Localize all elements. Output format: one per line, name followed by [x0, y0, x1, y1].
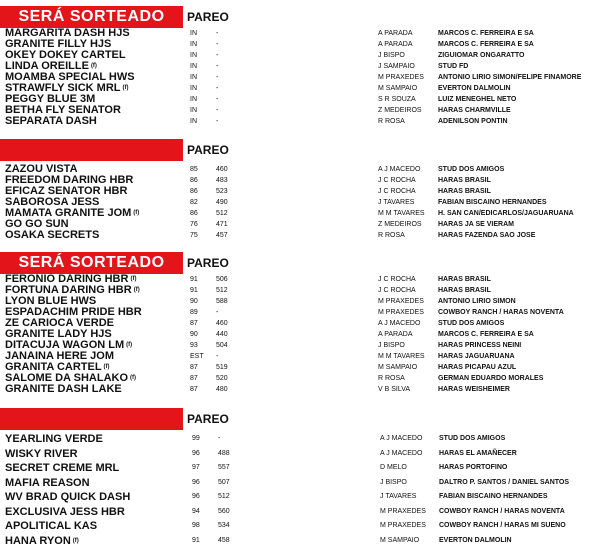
owner: EVERTON DALMOLIN	[439, 534, 512, 548]
owner: ANTONIO LIRIO SIMON	[438, 296, 516, 307]
horse-name-text: FREEDOM DARING HBR	[5, 174, 133, 186]
trainer: J SAMPAIO	[378, 61, 415, 72]
horse-row	[0, 384, 600, 395]
weight: 471	[216, 219, 228, 230]
horse-name-text: BETHA FLY SENATOR	[5, 104, 121, 116]
age-or-status: 75	[190, 230, 198, 241]
horse-name-text: GO GO SUN	[5, 218, 69, 230]
horse-name-text: ESPADACHIM PRIDE HBR	[5, 306, 142, 318]
race-section-2	[0, 139, 600, 238]
trainer: A J MACEDO	[378, 164, 420, 175]
weight: 588	[216, 296, 228, 307]
weight: 512	[216, 285, 228, 296]
age-or-status: 91	[190, 274, 198, 285]
horse-name-text: SALOME DA SHALAKO	[5, 372, 128, 384]
weight: -	[216, 94, 218, 105]
age-or-status: 98	[192, 519, 200, 534]
race-section-1	[0, 6, 600, 127]
owner: ZIGUIOMAR ONGARATTO	[438, 50, 524, 61]
age-or-status: 82	[190, 197, 198, 208]
trainer: J C ROCHA	[378, 285, 416, 296]
owner: HARAS BRASIL	[438, 186, 491, 197]
weight: 458	[218, 534, 230, 548]
owner: HARAS BRASIL	[438, 175, 491, 186]
horse-name-text: WV BRAD QUICK DASH	[5, 491, 130, 503]
age-or-status: 86	[190, 175, 198, 186]
section-banner-blank	[0, 139, 183, 161]
owner: GERMAN EDUARDO MORALES	[438, 373, 543, 384]
trainer: A J MACEDO	[378, 318, 420, 329]
horse-name-text: ZAZOU VISTA	[5, 163, 78, 175]
owner: HARAS EL AMAÑECER	[439, 447, 517, 462]
horse-name-text: GRANITE DASH LAKE	[5, 383, 122, 395]
age-or-status: 99	[192, 432, 200, 447]
female-marker: (f)	[104, 364, 110, 370]
trainer: M SAMPAIO	[378, 83, 417, 94]
trainer: J BISPO	[378, 340, 405, 351]
female-marker: (f)	[130, 276, 136, 282]
horse-list	[0, 28, 600, 127]
trainer: M SAMPAIO	[378, 362, 417, 373]
horse-row	[0, 432, 600, 447]
owner: HARAS BRASIL	[438, 274, 491, 285]
horse-name	[5, 116, 97, 127]
trainer: J C ROCHA	[378, 274, 416, 285]
sera-sorteado-banner: SERÁ SORTEADO	[0, 252, 183, 274]
owner: STUD DOS AMIGOS	[438, 164, 504, 175]
horse-name-text: MARGARITA DASH HJS	[5, 27, 130, 39]
owner: FABIAN BISCAINO HERNANDES	[439, 490, 548, 505]
horse-row	[0, 461, 600, 476]
owner: HARAS JAGUARUANA	[438, 351, 515, 362]
trainer: D MELO	[380, 461, 407, 476]
owner: EVERTON DALMOLIN	[438, 83, 511, 94]
horse-list	[0, 274, 600, 395]
weight: 507	[218, 476, 230, 491]
weight: 512	[218, 490, 230, 505]
owner: MARCOS C. FERREIRA E SA	[438, 329, 534, 340]
pareo-label: PAREO	[187, 408, 229, 430]
weight: -	[216, 50, 218, 61]
female-marker: (f)	[123, 85, 129, 91]
trainer: S R SOUZA	[378, 94, 416, 105]
trainer: M SAMPAIO	[380, 534, 419, 548]
female-marker: (f)	[73, 538, 79, 544]
horse-name-text: MAFIA REASON	[5, 477, 90, 489]
pareo-label: PAREO	[187, 252, 229, 274]
weight: 560	[218, 505, 230, 520]
age-or-status: 87	[190, 373, 198, 384]
age-or-status: IN	[190, 39, 197, 50]
horse-name-text: GRANITE LADY HJS	[5, 328, 112, 340]
owner: HARAS PORTOFINO	[439, 461, 507, 476]
owner: HARAS JA SE VIERAM	[438, 219, 514, 230]
age-or-status: IN	[190, 61, 197, 72]
trainer: J BISPO	[380, 476, 407, 491]
horse-name-text: STRAWFLY SICK MRL	[5, 82, 121, 94]
horse-row	[0, 519, 600, 534]
horse-name	[5, 447, 78, 462]
age-or-status: 96	[192, 476, 200, 491]
weight: 483	[216, 175, 228, 186]
age-or-status: 76	[190, 219, 198, 230]
section-header	[0, 408, 600, 430]
weight: -	[216, 83, 218, 94]
age-or-status: IN	[190, 116, 197, 127]
weight: 480	[216, 384, 228, 395]
age-or-status: 90	[190, 296, 198, 307]
age-or-status: 89	[190, 307, 198, 318]
age-or-status: 87	[190, 362, 198, 373]
horse-row	[0, 447, 600, 462]
weight: 504	[216, 340, 228, 351]
age-or-status: 96	[192, 447, 200, 462]
trainer: A J MACEDO	[380, 432, 422, 447]
horse-name	[5, 476, 90, 491]
weight: -	[216, 105, 218, 116]
owner: STUD FD	[438, 61, 468, 72]
age-or-status: 91	[192, 534, 200, 548]
trainer: M PRAXEDES	[378, 296, 424, 307]
trainer: A J MACEDO	[380, 447, 422, 462]
trainer: M PRAXEDES	[378, 307, 424, 318]
horse-name-text: APOLITICAL KAS	[5, 520, 97, 532]
owner: HARAS BRASIL	[438, 285, 491, 296]
section-header	[0, 139, 600, 161]
horse-name-text: LINDA OREILLE	[5, 60, 89, 72]
age-or-status: 86	[190, 208, 198, 219]
age-or-status: IN	[190, 105, 197, 116]
age-or-status: 96	[192, 490, 200, 505]
weight: 457	[216, 230, 228, 241]
horse-name-text: EXCLUSIVA JESS HBR	[5, 506, 125, 518]
pareo-label: PAREO	[187, 139, 229, 161]
horse-name-text: EFICAZ SENATOR HBR	[5, 185, 127, 197]
horse-name-text: GRANITA CARTEL	[5, 361, 102, 373]
horse-row	[0, 476, 600, 491]
horse-name-text: WISKY RIVER	[5, 448, 78, 460]
horse-name-text: LYON BLUE HWS	[5, 295, 96, 307]
female-marker: (f)	[91, 63, 97, 69]
trainer: R ROSA	[378, 116, 405, 127]
horse-name	[5, 505, 125, 520]
weight: -	[216, 39, 218, 50]
owner: STUD DOS AMIGOS	[438, 318, 504, 329]
horse-row	[0, 116, 600, 127]
horse-name-text: FERONIO DARING HBR	[5, 273, 128, 285]
horse-row	[0, 230, 600, 241]
race-section-4	[0, 408, 600, 546]
age-or-status: 90	[190, 329, 198, 340]
age-or-status: 94	[192, 505, 200, 520]
owner: H. SAN CAN/EDICARLOS/JAGUARUANA	[438, 208, 574, 219]
owner: HARAS PRINCESS NEINI	[438, 340, 521, 351]
trainer: J C ROCHA	[378, 186, 416, 197]
weight: 520	[216, 373, 228, 384]
weight: -	[216, 116, 218, 127]
horse-name-text: GRANITE FILLY HJS	[5, 38, 111, 50]
horse-name-text: OKEY DOKEY CARTEL	[5, 49, 126, 61]
section-header	[0, 252, 600, 274]
horse-name	[5, 230, 99, 241]
owner: HARAS WEISHEIMER	[438, 384, 510, 395]
weight: -	[216, 28, 218, 39]
horse-row	[0, 505, 600, 520]
horse-name-text: YEARLING VERDE	[5, 433, 103, 445]
trainer: A PARADA	[378, 28, 413, 39]
trainer: M M TAVARES	[378, 208, 425, 219]
trainer: A PARADA	[378, 39, 413, 50]
age-or-status: 91	[190, 285, 198, 296]
weight: 557	[218, 461, 230, 476]
horse-row	[0, 208, 600, 219]
age-or-status: 87	[190, 384, 198, 395]
trainer: M PRAXEDES	[380, 505, 426, 520]
horse-name	[5, 490, 130, 505]
trainer: V B SILVA	[378, 384, 410, 395]
horse-name-text: MAMATA GRANITE JOM	[5, 207, 131, 219]
trainer: J TAVARES	[378, 197, 414, 208]
trainer: Z MEDEIROS	[378, 105, 422, 116]
owner: HARAS FAZENDA SAO JOSE	[438, 230, 535, 241]
horse-name	[5, 384, 122, 395]
owner: LUIZ MENEGHEL NETO	[438, 94, 516, 105]
horse-row	[0, 50, 600, 61]
trainer: R ROSA	[378, 230, 405, 241]
female-marker: (f)	[130, 375, 136, 381]
weight: 460	[216, 164, 228, 175]
owner: MARCOS C. FERREIRA E SA	[438, 39, 534, 50]
owner: DALTRO P. SANTOS / DANIEL SANTOS	[439, 476, 569, 491]
trainer: A PARADA	[378, 329, 413, 340]
sera-sorteado-banner: SERÁ SORTEADO	[0, 6, 183, 28]
weight: 506	[216, 274, 228, 285]
horse-name-text: ZE CARIOCA VERDE	[5, 317, 114, 329]
owner: HARAS CHARMVILLE	[438, 105, 511, 116]
weight: -	[216, 61, 218, 72]
horse-list	[0, 164, 600, 241]
weight: 490	[216, 197, 228, 208]
race-section-3	[0, 252, 600, 395]
age-or-status: IN	[190, 28, 197, 39]
pareo-label: PAREO	[187, 6, 229, 28]
owner: MARCOS C. FERREIRA E SA	[438, 28, 534, 39]
horse-name	[5, 432, 103, 447]
female-marker: (f)	[134, 287, 140, 293]
age-or-status: 85	[190, 164, 198, 175]
horse-name-text: JANAINA HERE JOM	[5, 350, 114, 362]
trainer: M PRAXEDES	[378, 72, 424, 83]
horse-name-text: SEPARATA DASH	[5, 115, 97, 127]
age-or-status: IN	[190, 94, 197, 105]
trainer: M M TAVARES	[378, 351, 425, 362]
horse-name-text: SECRET CREME MRL	[5, 462, 119, 474]
weight: 460	[216, 318, 228, 329]
female-marker: (f)	[133, 210, 139, 216]
weight: -	[216, 351, 218, 362]
horse-row	[0, 490, 600, 505]
horse-list	[0, 432, 600, 548]
age-or-status: 93	[190, 340, 198, 351]
weight: 512	[216, 208, 228, 219]
owner: ANTONIO LIRIO SIMON/FELIPE FINAMORE	[438, 72, 581, 83]
owner: HARAS PICAPAU AZUL	[438, 362, 516, 373]
horse-name-text: MOAMBA SPECIAL HWS	[5, 71, 135, 83]
weight: 534	[218, 519, 230, 534]
trainer: Z MEDEIROS	[378, 219, 422, 230]
horse-name-text: DITACUJA WAGON LM	[5, 339, 124, 351]
trainer: J C ROCHA	[378, 175, 416, 186]
horse-name-text: SABOROSA JESS	[5, 196, 99, 208]
horse-name-text: PEGGY BLUE 3M	[5, 93, 95, 105]
section-banner-blank	[0, 408, 183, 430]
trainer: J BISPO	[378, 50, 405, 61]
horse-name-text: HANA RYON	[5, 535, 71, 547]
age-or-status: IN	[190, 72, 197, 83]
female-marker: (f)	[126, 342, 132, 348]
owner: ADENILSON PONTIN	[438, 116, 508, 127]
horse-name	[5, 519, 97, 534]
horse-name	[5, 461, 119, 476]
weight: 519	[216, 362, 228, 373]
weight: 488	[218, 447, 230, 462]
weight: -	[218, 432, 220, 447]
owner: FABIAN BISCAINO HERNANDES	[438, 197, 547, 208]
age-or-status: EST	[190, 351, 204, 362]
age-or-status: 87	[190, 318, 198, 329]
weight: -	[216, 307, 218, 318]
horse-name-text: FORTUNA DARING HBR	[5, 284, 132, 296]
horse-name-text: OSAKA SECRETS	[5, 229, 99, 241]
owner: COWBOY RANCH / HARAS MI SUENO	[439, 519, 566, 534]
trainer: J TAVARES	[380, 490, 416, 505]
age-or-status: 86	[190, 186, 198, 197]
owner: STUD DOS AMIGOS	[439, 432, 505, 447]
owner: COWBOY RANCH / HARAS NOVENTA	[439, 505, 565, 520]
weight: -	[216, 72, 218, 83]
trainer: R ROSA	[378, 373, 405, 384]
weight: 523	[216, 186, 228, 197]
age-or-status: IN	[190, 83, 197, 94]
weight: 440	[216, 329, 228, 340]
age-or-status: 97	[192, 461, 200, 476]
trainer: M PRAXEDES	[380, 519, 426, 534]
section-header	[0, 6, 600, 28]
age-or-status: IN	[190, 50, 197, 61]
owner: COWBOY RANCH / HARAS NOVENTA	[438, 307, 564, 318]
